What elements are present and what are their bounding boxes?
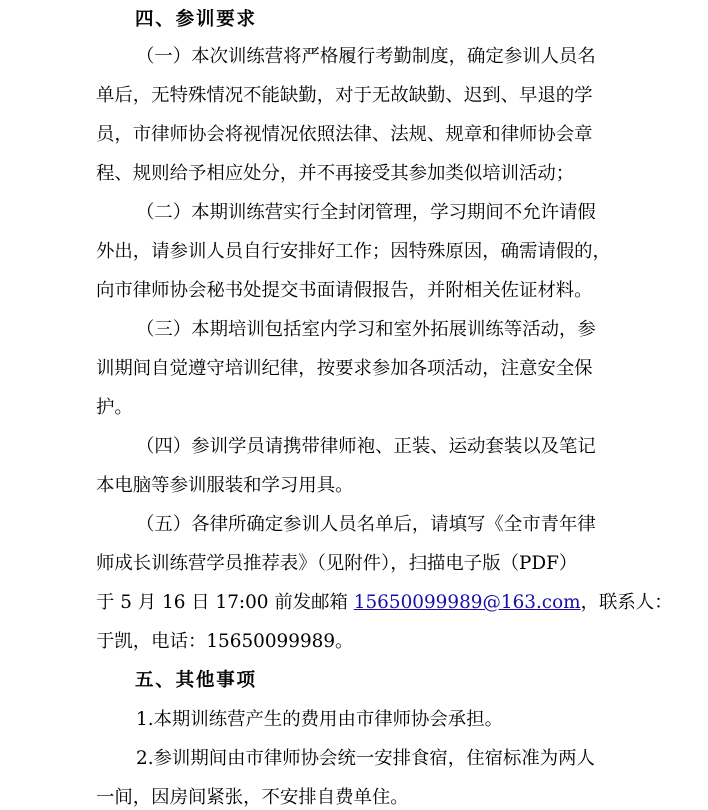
s4-p5-line-4: 于凯，电话：15650099989。: [96, 631, 354, 652]
s4-p1-line-2: 单后，无特殊情况不能缺勤，对于无故缺勤、迟到、早退的学: [96, 85, 593, 106]
s4-p5-line-3-suffix: ，联系人：: [580, 592, 673, 613]
s4-p1-line-1: （一）本次训练营将严格履行考勤制度，确定参训人员名: [136, 46, 596, 67]
s4-p2-line-1: （二）本期训练营实行全封闭管理，学习期间不允许请假: [136, 202, 596, 223]
section-5-heading: 五、其他事项: [135, 670, 257, 691]
s4-p3-line-1: （三）本期培训包括室内学习和室外拓展训练等活动，参: [136, 319, 596, 340]
s5-p2-line-2: 一间，因房间紧张，不安排自费单住。: [96, 787, 409, 808]
s4-p5-line-3: [96, 591, 673, 615]
s4-p5-line-1: （五）各律所确定参训人员名单后，请填写《全市青年律: [136, 514, 596, 535]
email-link[interactable]: 15650099989@163.com: [353, 592, 581, 613]
s4-p5-line-3-prefix: 于 5 月 16 日 17:00 前发邮箱: [96, 592, 354, 613]
s5-p1-line-1: 1.本期训练营产生的费用由市律师协会承担。: [136, 709, 503, 730]
s4-p4-line-1: （四）参训学员请携带律师袍、正装、运动套装以及笔记: [136, 436, 596, 457]
s4-p1-line-4: 程、规则给予相应处分，并不再接受其参加类似培训活动；: [96, 163, 575, 184]
section-4-heading: 四、参训要求: [135, 9, 257, 30]
s4-p2-line-2: 外出，请参训人员自行安排好工作；因特殊原因，确需请假的，: [96, 241, 611, 262]
s5-p2-line-1: 2.参训期间由市律师协会统一安排食宿，住宿标准为两人: [136, 748, 595, 769]
s4-p2-line-3: 向市律师协会秘书处提交书面请假报告，并附相关佐证材料。: [96, 280, 593, 301]
s4-p4-line-2: 本电脑等参训服装和学习用具。: [96, 475, 354, 496]
s4-p3-line-3: 护。: [96, 397, 133, 418]
s4-p1-line-3: 员，市律师协会将视情况依照法律、法规、规章和律师协会章: [96, 124, 593, 145]
s4-p3-line-2: 训期间自觉遵守培训纪律，按要求参加各项活动，注意安全保: [96, 358, 593, 379]
s4-p5-line-2: 师成长训练营学员推荐表》（见附件），扫描电子版（PDF）: [96, 553, 578, 574]
